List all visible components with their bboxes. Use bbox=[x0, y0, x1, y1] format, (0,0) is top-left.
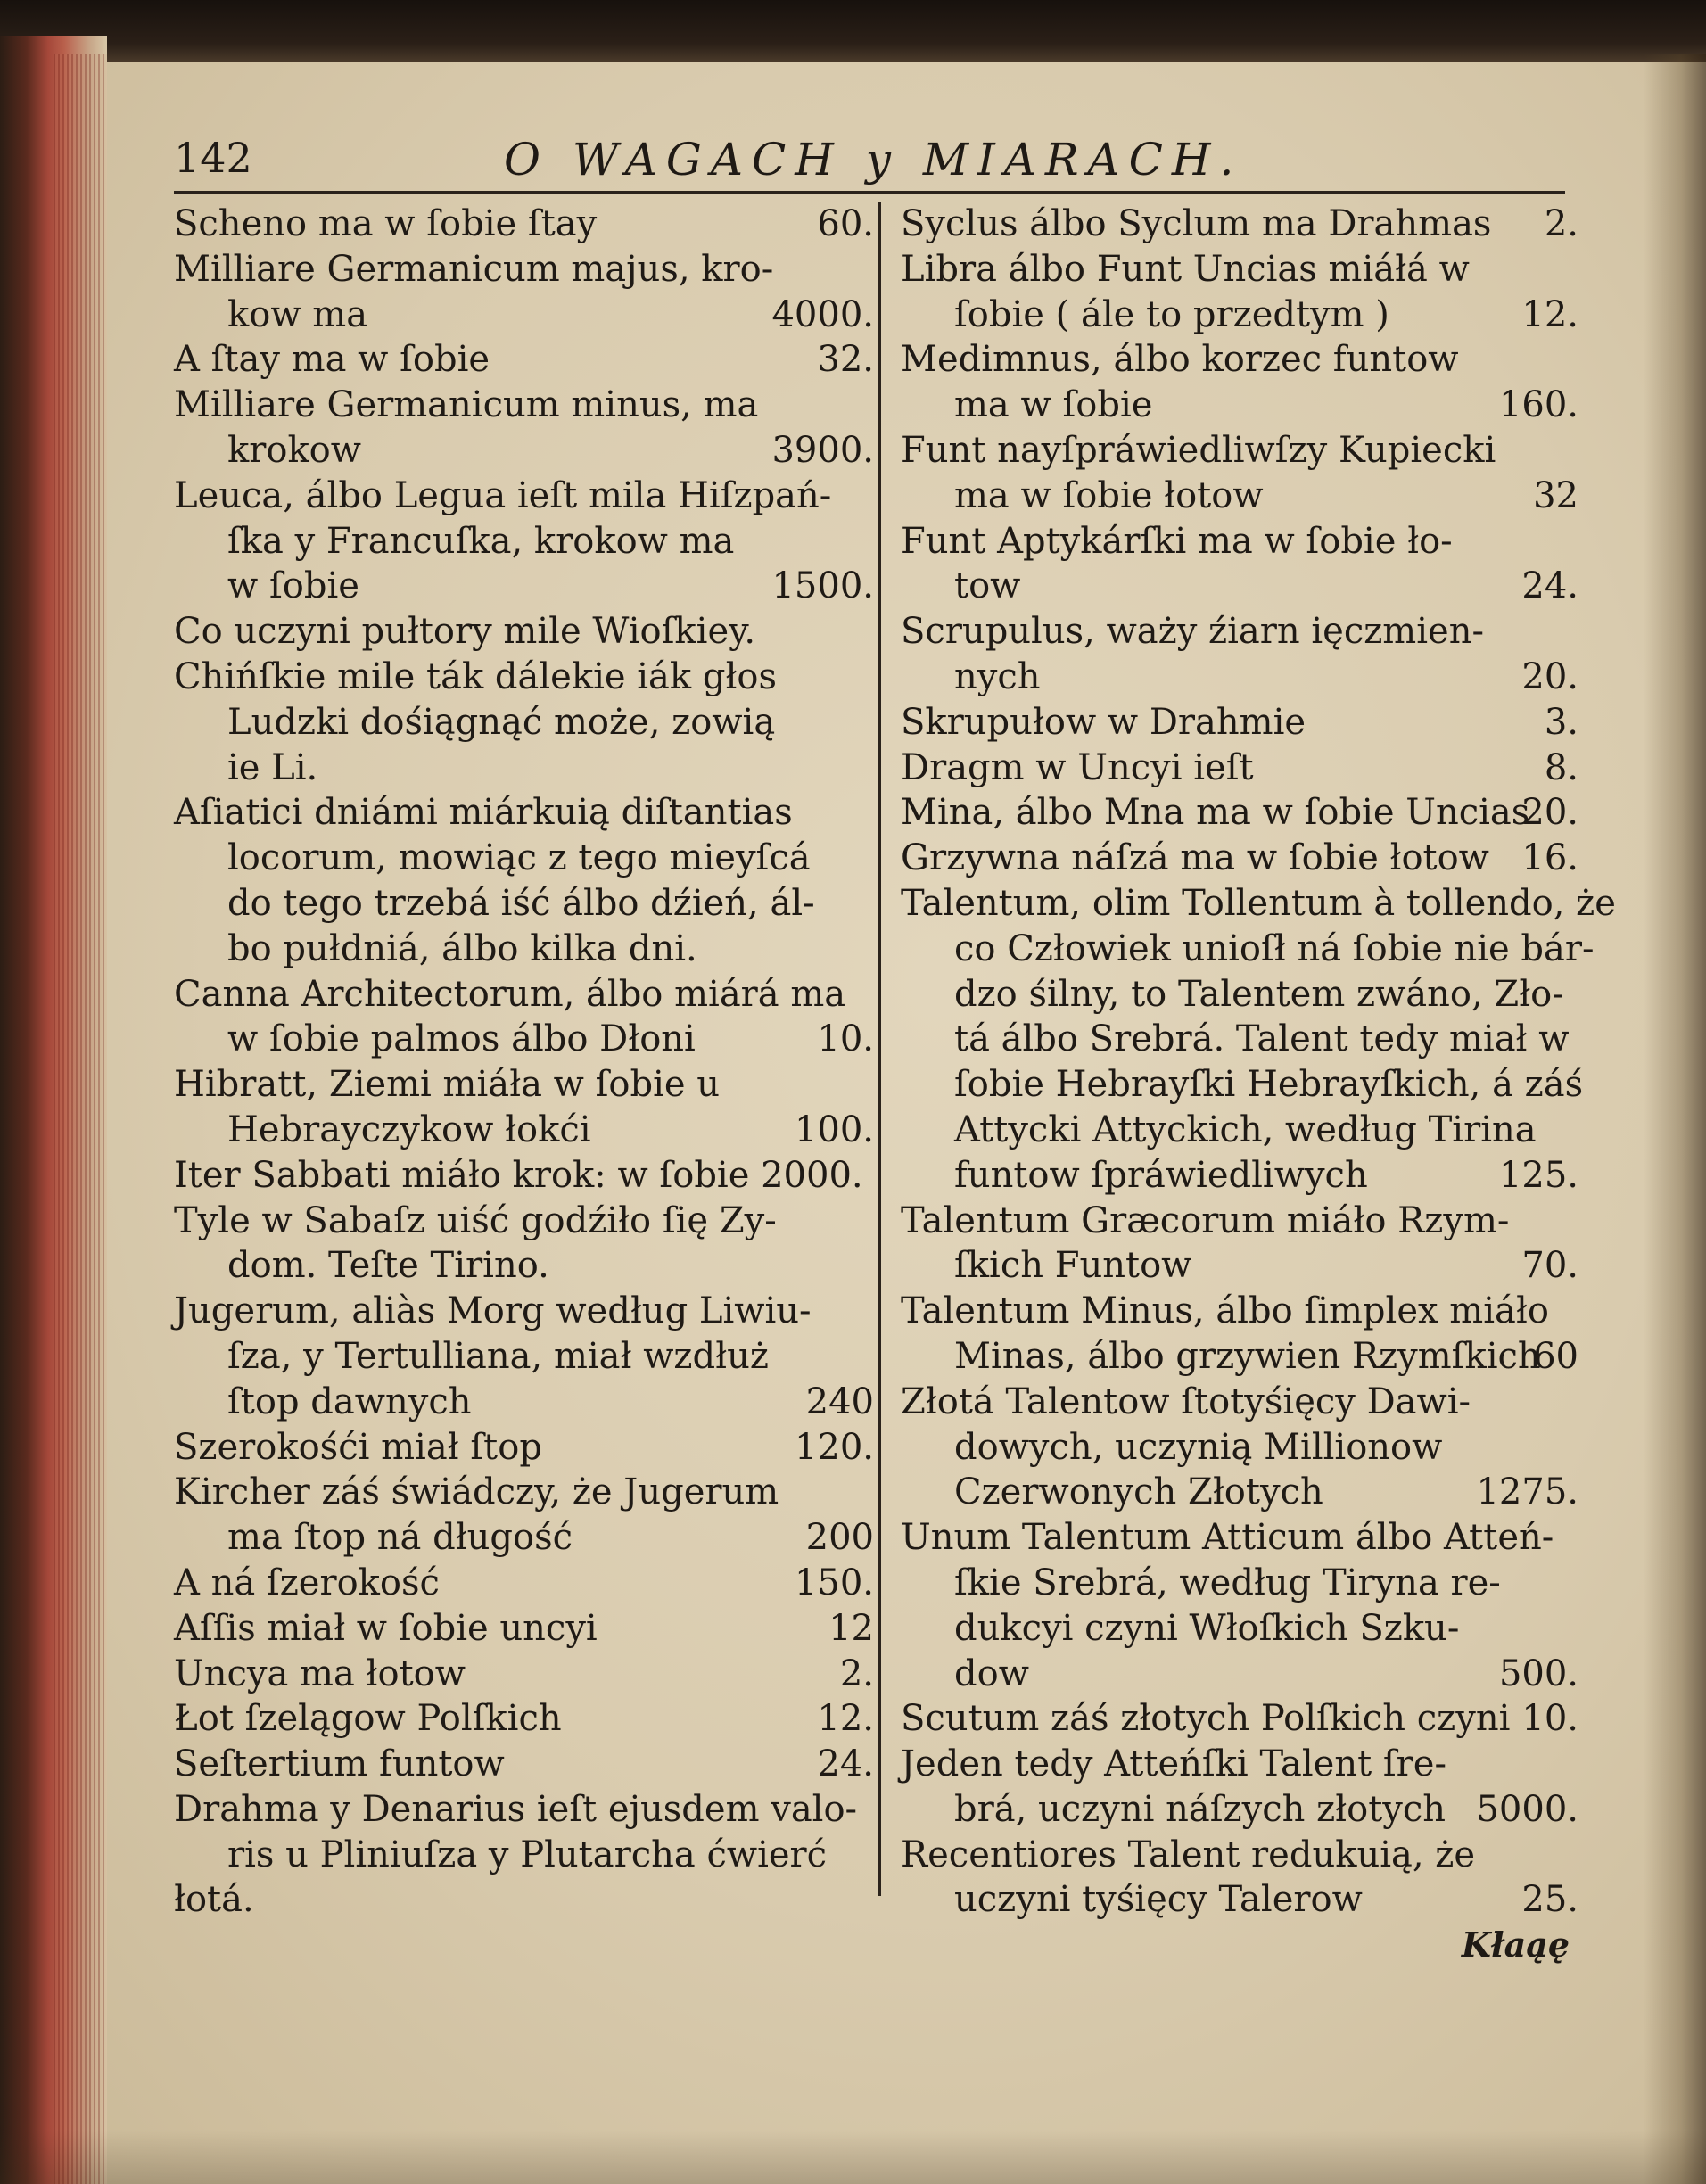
line-text: ma ſtop ná długość bbox=[227, 1517, 573, 1559]
line-text: Szerokośći miał ſtop bbox=[174, 1426, 542, 1468]
text-line bbox=[174, 1108, 874, 1153]
line-value: 160. bbox=[1498, 384, 1578, 426]
text-line bbox=[901, 1652, 1578, 1697]
line-text: dukcyi czyni Włoſkich Szku- bbox=[954, 1607, 1460, 1649]
line-value: 2. bbox=[839, 1652, 874, 1694]
gutter-shadow bbox=[1644, 54, 1706, 2184]
text-line bbox=[901, 836, 1578, 881]
line-value: 24. bbox=[1521, 565, 1578, 607]
line-value: 2. bbox=[1544, 203, 1578, 244]
line-text: Dragm w Uncyi ieſt bbox=[901, 746, 1254, 788]
running-title: O WAGACH y MIARACH. bbox=[504, 134, 1243, 185]
text-line bbox=[174, 1017, 874, 1062]
page-number: 142 bbox=[174, 134, 252, 182]
line-text: tow bbox=[954, 565, 1021, 607]
text-line bbox=[901, 247, 1578, 293]
text-line bbox=[901, 700, 1578, 746]
line-text: w ſobie bbox=[227, 565, 359, 607]
line-text: Seſtertium funtow bbox=[174, 1743, 505, 1785]
text-line bbox=[174, 383, 874, 428]
text-line bbox=[174, 1696, 874, 1742]
line-text: Skrupułow w Drahmie bbox=[901, 701, 1306, 743]
text-line bbox=[901, 337, 1578, 383]
line-text: Funt nayſpráwiedliwſzy Kupiecki bbox=[901, 429, 1496, 471]
line-text: Aſſis miał w ſobie uncyi bbox=[174, 1607, 598, 1649]
text-line bbox=[901, 383, 1578, 428]
line-text: locorum, mowiąc z tego mieyſcá bbox=[227, 837, 811, 879]
line-text: ma w ſobie łotow bbox=[954, 474, 1264, 516]
line-text: Chińſkie mile ták dálekie iák głos bbox=[174, 655, 778, 697]
page-header bbox=[174, 134, 1556, 196]
text-line bbox=[174, 202, 874, 247]
line-text: nych bbox=[954, 655, 1041, 697]
text-line bbox=[174, 700, 874, 746]
line-text: Tyle w Sabaſz uiść godźiło ſię Zy- bbox=[174, 1199, 777, 1241]
line-text: ſkich Funtow bbox=[954, 1245, 1192, 1287]
text-line bbox=[901, 881, 1616, 927]
line-text: łotá. bbox=[174, 1879, 254, 1921]
line-text: Minas, álbo grzywien Rzymſkich bbox=[954, 1335, 1541, 1377]
text-line bbox=[901, 428, 1578, 474]
line-text: Canna Architectorum, álbo miárá ma bbox=[174, 973, 846, 1015]
text-line bbox=[174, 1153, 874, 1199]
line-text: tá álbo Srebrá. Talent tedy miał w bbox=[954, 1018, 1570, 1060]
line-text: Drahma y Denarius ieſt ejusdem valo- bbox=[174, 1788, 858, 1830]
line-value: 5000. bbox=[1476, 1788, 1578, 1830]
text-line bbox=[174, 836, 874, 881]
line-text: Funt Aptykárſki ma w ſobie ło- bbox=[901, 520, 1453, 562]
text-line bbox=[174, 1380, 874, 1425]
line-value: 10. bbox=[817, 1018, 874, 1060]
line-text: dzo śilny, to Talentem zwáno, Zło- bbox=[954, 973, 1564, 1015]
line-text: ris u Pliniuſza y Plutarcha ćwierć bbox=[227, 1834, 828, 1875]
line-text: Hibratt, Ziemi miáła w ſobie u bbox=[174, 1064, 721, 1106]
line-text: dom. Teſte Tirino. bbox=[227, 1245, 549, 1287]
text-line bbox=[174, 1470, 874, 1515]
text-line bbox=[901, 1833, 1578, 1878]
line-value: 12 bbox=[828, 1607, 874, 1649]
text-line bbox=[174, 1289, 874, 1334]
text-line bbox=[901, 1062, 1584, 1108]
text-line bbox=[174, 1334, 874, 1380]
line-value: 200 bbox=[805, 1517, 874, 1559]
text-line bbox=[901, 1561, 1578, 1606]
text-line bbox=[174, 1606, 874, 1652]
text-line bbox=[174, 519, 874, 565]
line-text: ſza, y Tertulliana, miał wzdłuż bbox=[227, 1335, 769, 1377]
left-column bbox=[174, 202, 874, 1923]
text-line bbox=[174, 1787, 874, 1833]
catchword: Kłaąę bbox=[1461, 1924, 1570, 1966]
line-value: 24. bbox=[817, 1743, 874, 1785]
line-text: A ſtay ma w ſobie bbox=[174, 339, 490, 381]
text-line bbox=[901, 1017, 1578, 1062]
line-text: Aſiatici dniámi miárkuią diſtantias bbox=[174, 792, 793, 834]
text-line bbox=[901, 1515, 1578, 1561]
line-text: Łot ſzelągow Polſkich bbox=[174, 1698, 562, 1740]
text-line bbox=[174, 881, 874, 927]
line-text: Ludzki dośiągnąć może, zowią bbox=[227, 701, 776, 743]
text-line bbox=[174, 337, 874, 383]
text-line bbox=[901, 927, 1595, 972]
line-text: ſkie Srebrá, według Tiryna re- bbox=[954, 1562, 1501, 1603]
text-line bbox=[174, 293, 874, 338]
line-value: 16. bbox=[1521, 837, 1578, 879]
line-text: ſka y Francuſka, krokow ma bbox=[227, 520, 735, 562]
line-text: Milliare Germanicum majus, kro- bbox=[174, 248, 774, 290]
column-divider bbox=[878, 202, 881, 1896]
text-line bbox=[174, 1561, 874, 1606]
line-text: Milliare Germanicum minus, ma bbox=[174, 384, 759, 426]
line-text: Uncya ma łotow bbox=[174, 1652, 466, 1694]
line-text: Talentum Minus, álbo ſimplex miáło bbox=[901, 1290, 1549, 1332]
text-line bbox=[901, 746, 1578, 791]
line-text: Attycki Attyckich, według Tirina bbox=[954, 1108, 1537, 1150]
text-line bbox=[174, 927, 874, 972]
header-rule bbox=[174, 191, 1565, 194]
line-value: 20. bbox=[1521, 792, 1578, 834]
text-line bbox=[901, 1425, 1578, 1471]
catchword-line bbox=[901, 1923, 1578, 1968]
line-value: 1500. bbox=[771, 565, 874, 607]
line-text: brá, uczyni náſzych złotych bbox=[954, 1788, 1446, 1830]
line-value: 1275. bbox=[1476, 1471, 1578, 1513]
text-line bbox=[174, 1515, 874, 1561]
line-value: 8. bbox=[1544, 746, 1578, 788]
text-line bbox=[174, 1199, 874, 1244]
line-value: 32. bbox=[817, 339, 874, 381]
text-line bbox=[174, 428, 874, 474]
text-line bbox=[901, 972, 1578, 1018]
text-line bbox=[901, 1153, 1578, 1199]
line-text: krokow bbox=[227, 429, 361, 471]
line-text: ſobie ( ále to przedtym ) bbox=[954, 293, 1389, 335]
text-line bbox=[174, 746, 874, 791]
text-line bbox=[901, 1696, 1578, 1742]
text-line bbox=[174, 247, 874, 293]
line-value: 60 bbox=[1533, 1335, 1578, 1377]
text-line bbox=[174, 972, 874, 1018]
right-column bbox=[901, 202, 1616, 1968]
line-text: Scheno ma w ſobie ſtay bbox=[174, 203, 598, 244]
text-line bbox=[174, 655, 874, 700]
text-line bbox=[174, 564, 874, 609]
line-value: 100. bbox=[794, 1108, 874, 1150]
line-text: ma w ſobie bbox=[954, 384, 1153, 426]
line-text: A ná ſzerokość bbox=[174, 1562, 440, 1603]
text-line bbox=[174, 1742, 874, 1787]
line-text: Recentiores Talent redukuią, że bbox=[901, 1834, 1476, 1875]
text-line bbox=[901, 1787, 1578, 1833]
line-text: ſobie Hebrayſki Hebrayſkich, á záś bbox=[954, 1064, 1584, 1106]
line-value: 10. bbox=[1521, 1698, 1578, 1740]
text-line bbox=[901, 1470, 1578, 1515]
text-line bbox=[901, 1606, 1578, 1652]
line-text: Czerwonych Złotych bbox=[954, 1471, 1323, 1513]
text-line bbox=[174, 790, 874, 836]
line-text: Jeden tedy Atteńſki Talent ſre- bbox=[901, 1743, 1446, 1785]
line-value: 3. bbox=[1544, 701, 1578, 743]
page-shadow bbox=[0, 2130, 1706, 2184]
text-line bbox=[174, 1243, 874, 1289]
line-text: Grzywna náſzá ma w ſobie łotow bbox=[901, 837, 1489, 879]
line-value: 60. bbox=[817, 203, 874, 244]
text-line bbox=[174, 1652, 874, 1697]
line-text: do tego trzebá iść álbo dźień, ál- bbox=[227, 882, 815, 924]
line-value: 240 bbox=[805, 1380, 874, 1422]
line-text: Mina, álbo Mna ma w ſobie Uncias bbox=[901, 792, 1530, 834]
line-value: 32 bbox=[1533, 474, 1578, 516]
line-text: w ſobie palmos álbo Dłoni bbox=[227, 1018, 696, 1060]
line-text: Złotá Talentow ſtotyśięcy Dawi- bbox=[901, 1380, 1471, 1422]
text-line bbox=[174, 1833, 874, 1878]
line-text: Talentum Græcorum miáło Rzym- bbox=[901, 1199, 1510, 1241]
line-text: Kircher záś świádczy, że Jugerum bbox=[174, 1471, 779, 1513]
line-text: uczyni tyśięcy Talerow bbox=[954, 1879, 1363, 1921]
line-value: 150. bbox=[794, 1562, 874, 1603]
line-text: bo pułdniá, álbo kilka dni. bbox=[227, 927, 697, 969]
line-text: Libra álbo Funt Uncias miáłá w bbox=[901, 248, 1470, 290]
line-text: Medimnus, álbo korzec funtow bbox=[901, 339, 1459, 381]
text-line bbox=[901, 202, 1578, 247]
text-line bbox=[901, 790, 1578, 836]
text-line bbox=[901, 1199, 1578, 1244]
line-value: 4000. bbox=[771, 293, 874, 335]
line-text: Syclus álbo Syclum ma Drahmas bbox=[901, 203, 1492, 244]
line-value: 12. bbox=[817, 1698, 874, 1740]
line-text: dowych, uczynią Millionow bbox=[954, 1426, 1443, 1468]
text-line bbox=[901, 1742, 1578, 1787]
line-text: Iter Sabbati miáło krok: w ſobie 2000. bbox=[174, 1154, 863, 1196]
line-value: 500. bbox=[1498, 1652, 1578, 1694]
text-line bbox=[901, 1334, 1578, 1380]
text-line bbox=[901, 1243, 1578, 1289]
line-text: ie Li. bbox=[227, 746, 318, 788]
text-line bbox=[901, 474, 1578, 519]
line-value: 120. bbox=[794, 1426, 874, 1468]
text-line bbox=[901, 609, 1578, 655]
text-line bbox=[901, 564, 1578, 609]
text-line bbox=[901, 1289, 1578, 1334]
line-text: ſtop dawnych bbox=[227, 1380, 472, 1422]
line-text: kow ma bbox=[227, 293, 368, 335]
page-edges-stack bbox=[54, 54, 107, 2184]
line-text: Leuca, álbo Legua ieſt mila Hiſzpań- bbox=[174, 474, 832, 516]
line-text: Co uczyni pułtory mile Wioſkiey. bbox=[174, 611, 756, 653]
text-line bbox=[174, 1062, 874, 1108]
line-value: 125. bbox=[1498, 1154, 1578, 1196]
line-text: co Człowiek unioſł ná ſobie nie bár- bbox=[954, 927, 1595, 969]
line-text: funtow ſpráwiedliwych bbox=[954, 1154, 1368, 1196]
line-text: Unum Talentum Atticum álbo Atteń- bbox=[901, 1517, 1554, 1559]
text-line bbox=[174, 474, 874, 519]
binding-top bbox=[0, 0, 1706, 62]
line-text: dow bbox=[954, 1652, 1029, 1694]
text-line bbox=[901, 1877, 1578, 1923]
line-text: Scrupulus, waży źiarn ięczmien- bbox=[901, 611, 1484, 653]
text-line bbox=[901, 293, 1578, 338]
text-line bbox=[174, 609, 874, 655]
line-text: Hebrayczykow łokći bbox=[227, 1108, 591, 1150]
text-line bbox=[901, 519, 1578, 565]
line-value: 20. bbox=[1521, 655, 1578, 697]
text-line bbox=[174, 1425, 874, 1471]
line-value: 3900. bbox=[771, 429, 874, 471]
line-text: Jugerum, aliàs Morg według Liwiu- bbox=[174, 1290, 812, 1332]
text-line bbox=[901, 655, 1578, 700]
text-line bbox=[174, 1877, 874, 1923]
line-value: 25. bbox=[1521, 1879, 1578, 1921]
line-value: 12. bbox=[1521, 293, 1578, 335]
line-text: Scutum záś złotych Polſkich czyni bbox=[901, 1698, 1511, 1740]
line-text: Talentum, olim Tollentum à tollendo, że bbox=[901, 882, 1616, 924]
text-line bbox=[901, 1108, 1578, 1153]
line-value: 70. bbox=[1521, 1245, 1578, 1287]
text-line bbox=[901, 1380, 1578, 1425]
